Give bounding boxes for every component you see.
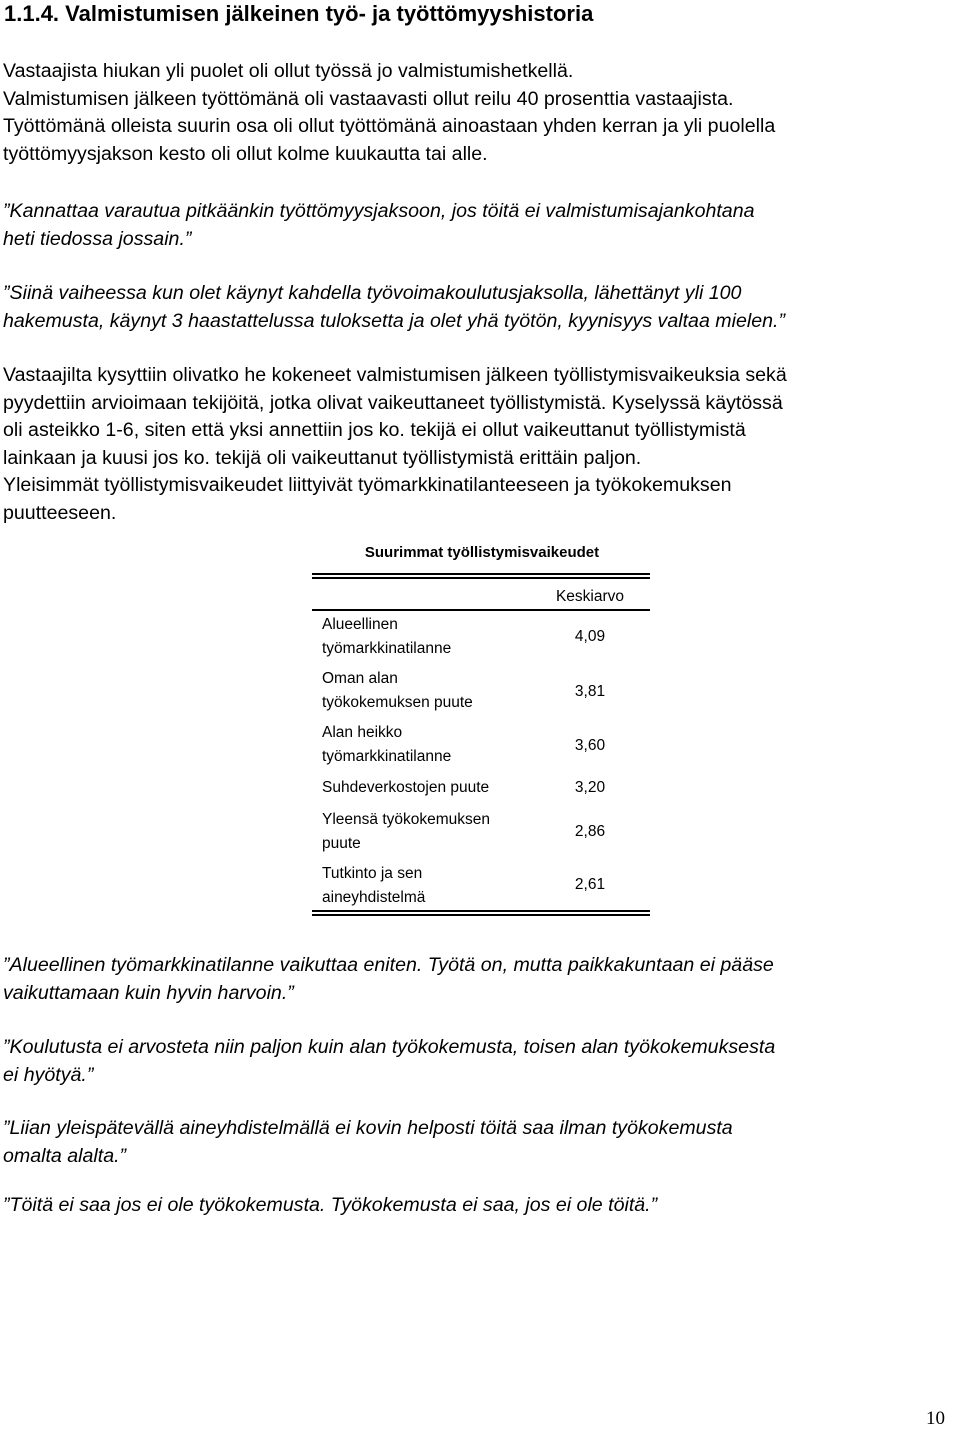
page-number: 10 bbox=[926, 1408, 945, 1429]
quote-line: ”Kannattaa varautua pitkäänkin työttömyysjaksoon, jos töitä ei valmistumisajankohtana bbox=[3, 200, 755, 222]
quote-line: ei hyötyä.” bbox=[3, 1063, 94, 1086]
table-row-label bbox=[322, 721, 532, 768]
intro-paragraph bbox=[3, 58, 958, 168]
quote-line: heti tiedossa jossain.” bbox=[3, 227, 192, 250]
table-row-value: 3,81 bbox=[574, 683, 606, 700]
row-label-line: Tutkinto ja sen bbox=[322, 865, 423, 882]
row-label-line: Alueellinen bbox=[322, 616, 398, 633]
row-label-line: Alan heikko bbox=[322, 724, 403, 741]
table-row-value: 2,61 bbox=[574, 876, 606, 893]
intro-line: Valmistumisen jälkeen työttömänä oli vastaavasti ollut reilu 40 prosenttia vastaajista. bbox=[3, 87, 734, 110]
table-row-label bbox=[322, 613, 532, 660]
table-row-label bbox=[322, 862, 532, 909]
table-row-label bbox=[322, 808, 532, 855]
table-top-rule bbox=[312, 573, 650, 579]
intro-line: Työttömänä olleista suurin osa oli ollut työttömänä ainoastaan yhden kerran ja yli puolella bbox=[3, 115, 776, 138]
table-column-header: Keskiarvo bbox=[555, 588, 625, 605]
section-heading: 1.1.4. Valmistumisen jälkeinen työ- ja työttömyyshistoria bbox=[4, 1, 594, 26]
survey-line: oli asteikko 1-6, siten että yksi annettiin jos ko. tekijä ei ollut vaikeuttanut työllistymistä bbox=[3, 419, 746, 442]
survey-line: pyydettiin arvioimaan tekijöitä, jotka olivat vaikeuttaneet työllistymistä. Kyselyssä käytössä bbox=[3, 391, 783, 414]
row-label-line: puute bbox=[322, 834, 361, 852]
table-bottom-rule bbox=[312, 910, 650, 916]
quote-line: ”Liian yleispätevällä aineyhdistelmällä ei kovin helposti töitä saa ilman työkokemusta bbox=[3, 1117, 733, 1139]
survey-line: Vastaajilta kysyttiin olivatko he kokeneet valmistumisen jälkeen työllistymisvaikeuksia sekä bbox=[3, 364, 787, 386]
quote-line: ”Siinä vaiheessa kun olet käynyt kahdella työvoimakoulutusjaksolla, lähettänyt yli 100 bbox=[3, 282, 742, 304]
row-label-line: työmarkkinatilanne bbox=[322, 747, 452, 765]
quote-line: ”Alueellinen työmarkkinatilanne vaikuttaa eniten. Työtä on, mutta paikkakuntaan ei pääse bbox=[3, 954, 774, 976]
table-row-value: 4,09 bbox=[574, 628, 606, 645]
respondent-quote-3 bbox=[3, 952, 958, 1007]
table-title: Suurimmat työllistymisvaikeudet bbox=[364, 544, 600, 561]
row-label-line: Suhdeverkostojen puute bbox=[322, 779, 490, 796]
respondent-quote-5 bbox=[3, 1115, 958, 1170]
table-header-rule bbox=[312, 609, 650, 611]
table-row-label bbox=[322, 667, 532, 714]
quote-line: hakemusta, käynyt 3 haastattelussa tuloksetta ja olet yhä työtön, kyynisyys valtaa mielen.” bbox=[3, 309, 785, 332]
table-row-value: 3,60 bbox=[574, 737, 606, 754]
table-row-value: 2,86 bbox=[574, 823, 606, 840]
table-row-value: 3,20 bbox=[574, 779, 606, 796]
intro-line: työttömyysjakson kesto oli ollut kolme kuukautta tai alle. bbox=[3, 142, 488, 165]
table-row-label bbox=[322, 776, 532, 800]
row-label-line: työkokemuksen puute bbox=[322, 693, 473, 711]
row-label-line: työmarkkinatilanne bbox=[322, 639, 452, 657]
respondent-quote-2 bbox=[3, 280, 958, 335]
row-label-line: aineyhdistelmä bbox=[322, 888, 426, 906]
row-label-line: Oman alan bbox=[322, 670, 398, 687]
survey-line: Yleisimmät työllistymisvaikeudet liittyivät työmarkkinatilanteeseen ja työkokemuksen bbox=[3, 474, 732, 497]
quote-line: omalta alalta.” bbox=[3, 1144, 127, 1167]
quote-line: ”Koulutusta ei arvosteta niin paljon kuin alan työkokemusta, toisen alan työkokemuksesta bbox=[3, 1036, 776, 1058]
quote-line: vaikuttamaan kuin hyvin harvoin.” bbox=[3, 981, 294, 1004]
respondent-quote-6 bbox=[3, 1192, 958, 1220]
survey-line: puutteeseen. bbox=[3, 501, 117, 524]
intro-line: Vastaajista hiukan yli puolet oli ollut työssä jo valmistumishetkellä. bbox=[3, 60, 574, 82]
respondent-quote-1 bbox=[3, 198, 958, 253]
respondent-quote-4 bbox=[3, 1034, 958, 1089]
quote-line: ”Töitä ei saa jos ei ole työkokemusta. Työkokemusta ei saa, jos ei ole töitä.” bbox=[3, 1194, 658, 1216]
row-label-line: Yleensä työkokemuksen bbox=[322, 811, 491, 828]
survey-paragraph bbox=[3, 362, 958, 528]
survey-line: lainkaan ja kuusi jos ko. tekijä oli vaikeuttanut työllistymistä erittäin paljon. bbox=[3, 446, 642, 469]
